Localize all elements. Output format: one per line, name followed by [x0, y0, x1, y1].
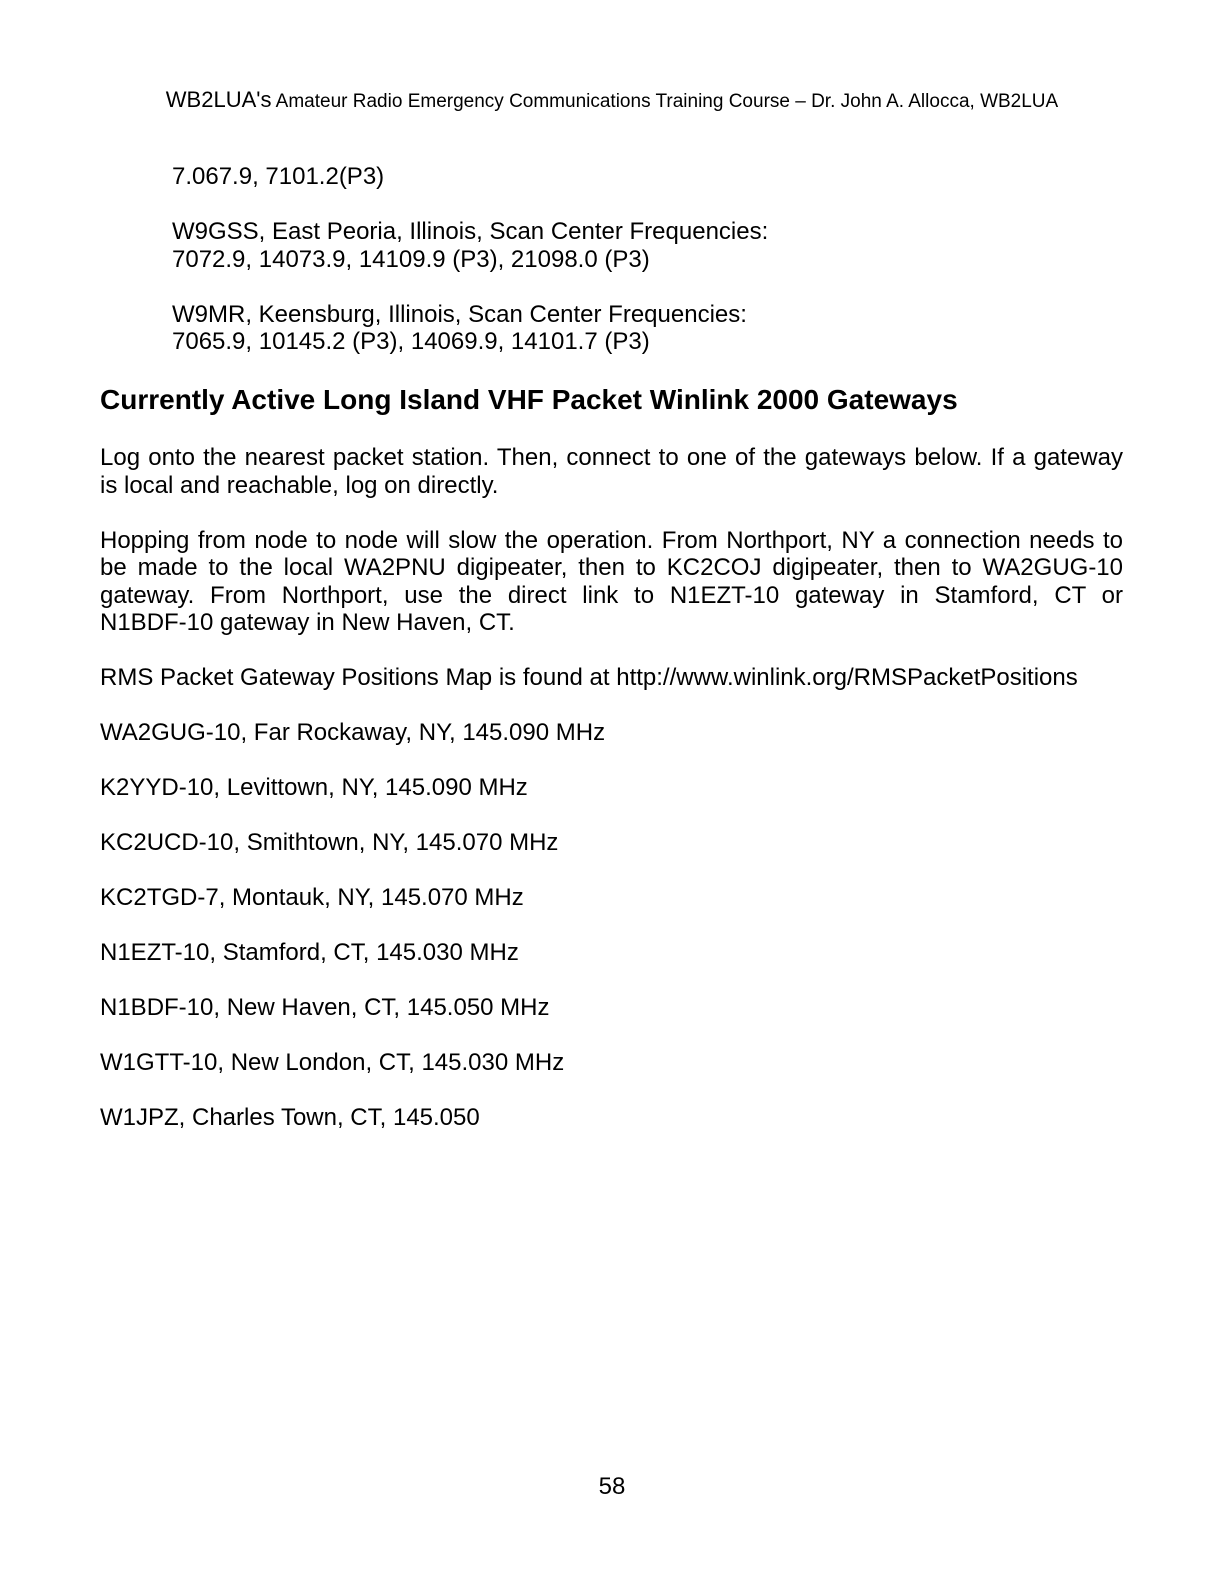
station-block-w9mr [100, 301, 1123, 356]
station-frequencies: 7065.9, 10145.2 (P3), 14069.9, 14101.7 (P3) [172, 328, 650, 355]
gateway-item: N1EZT-10, Stamford, CT, 145.030 MHz [100, 939, 519, 966]
station-title: W9GSS, East Peoria, Illinois, Scan Center Frequencies: [172, 218, 769, 245]
paragraph-line: Hopping from node to node will slow the operation. From Northport, NY a connection needs to [100, 526, 1123, 554]
paragraph-line: Log onto the nearest packet station. Then, connect to one of the gateways below. If a gateway [100, 444, 1123, 471]
station-block-w9gss [100, 218, 1123, 273]
paragraph-log-on [100, 444, 1123, 499]
station-title: W9MR, Keensburg, Illinois, Scan Center Frequencies: [172, 300, 747, 328]
gateway-item: KC2UCD-10, Smithtown, NY, 145.070 MHz [100, 829, 559, 856]
paragraph-line: gateway. From Northport, use the direct link to N1EZT-10 gateway in Stamford, CT or [100, 581, 1123, 609]
header-callsign: WB2LUA's [165, 87, 272, 112]
gateway-item: N1BDF-10, New Haven, CT, 145.050 MHz [100, 994, 550, 1021]
section-heading: Currently Active Long Island VHF Packet Winlink 2000 Gateways [100, 384, 958, 415]
paragraph-line: be made to the local WA2PNU digipeater, then to KC2COJ digipeater, then to WA2GUG-10 [100, 554, 1123, 581]
gateway-item: K2YYD-10, Levittown, NY, 145.090 MHz [100, 774, 528, 801]
paragraph-line: N1BDF-10 gateway in New Haven, CT. [100, 609, 515, 636]
gateway-item: WA2GUG-10, Far Rockaway, NY, 145.090 MHz [100, 719, 606, 746]
page-number: 58 [598, 1473, 626, 1500]
paragraph-line: is local and reachable, log on directly. [100, 471, 499, 499]
running-header [0, 87, 1224, 113]
frequency-intro-line: 7.067.9, 7101.2(P3) [172, 163, 385, 190]
gateway-item: KC2TGD-7, Montauk, NY, 145.070 MHz [100, 884, 524, 911]
document-body [100, 163, 1123, 1159]
gateway-item: W1GTT-10, New London, CT, 145.030 MHz [100, 1049, 565, 1076]
paragraph-rms-map: RMS Packet Gateway Positions Map is found at http://www.winlink.org/RMSPacketPositions [100, 664, 1078, 691]
gateway-item: W1JPZ, Charles Town, CT, 145.050 [100, 1104, 480, 1131]
header-course-title: Amateur Radio Emergency Communications Training Course – Dr. John A. Allocca, WB2LUA [271, 91, 1059, 112]
station-frequencies: 7072.9, 14073.9, 14109.9 (P3), 21098.0 (P3) [172, 245, 650, 273]
paragraph-hopping [100, 527, 1123, 637]
